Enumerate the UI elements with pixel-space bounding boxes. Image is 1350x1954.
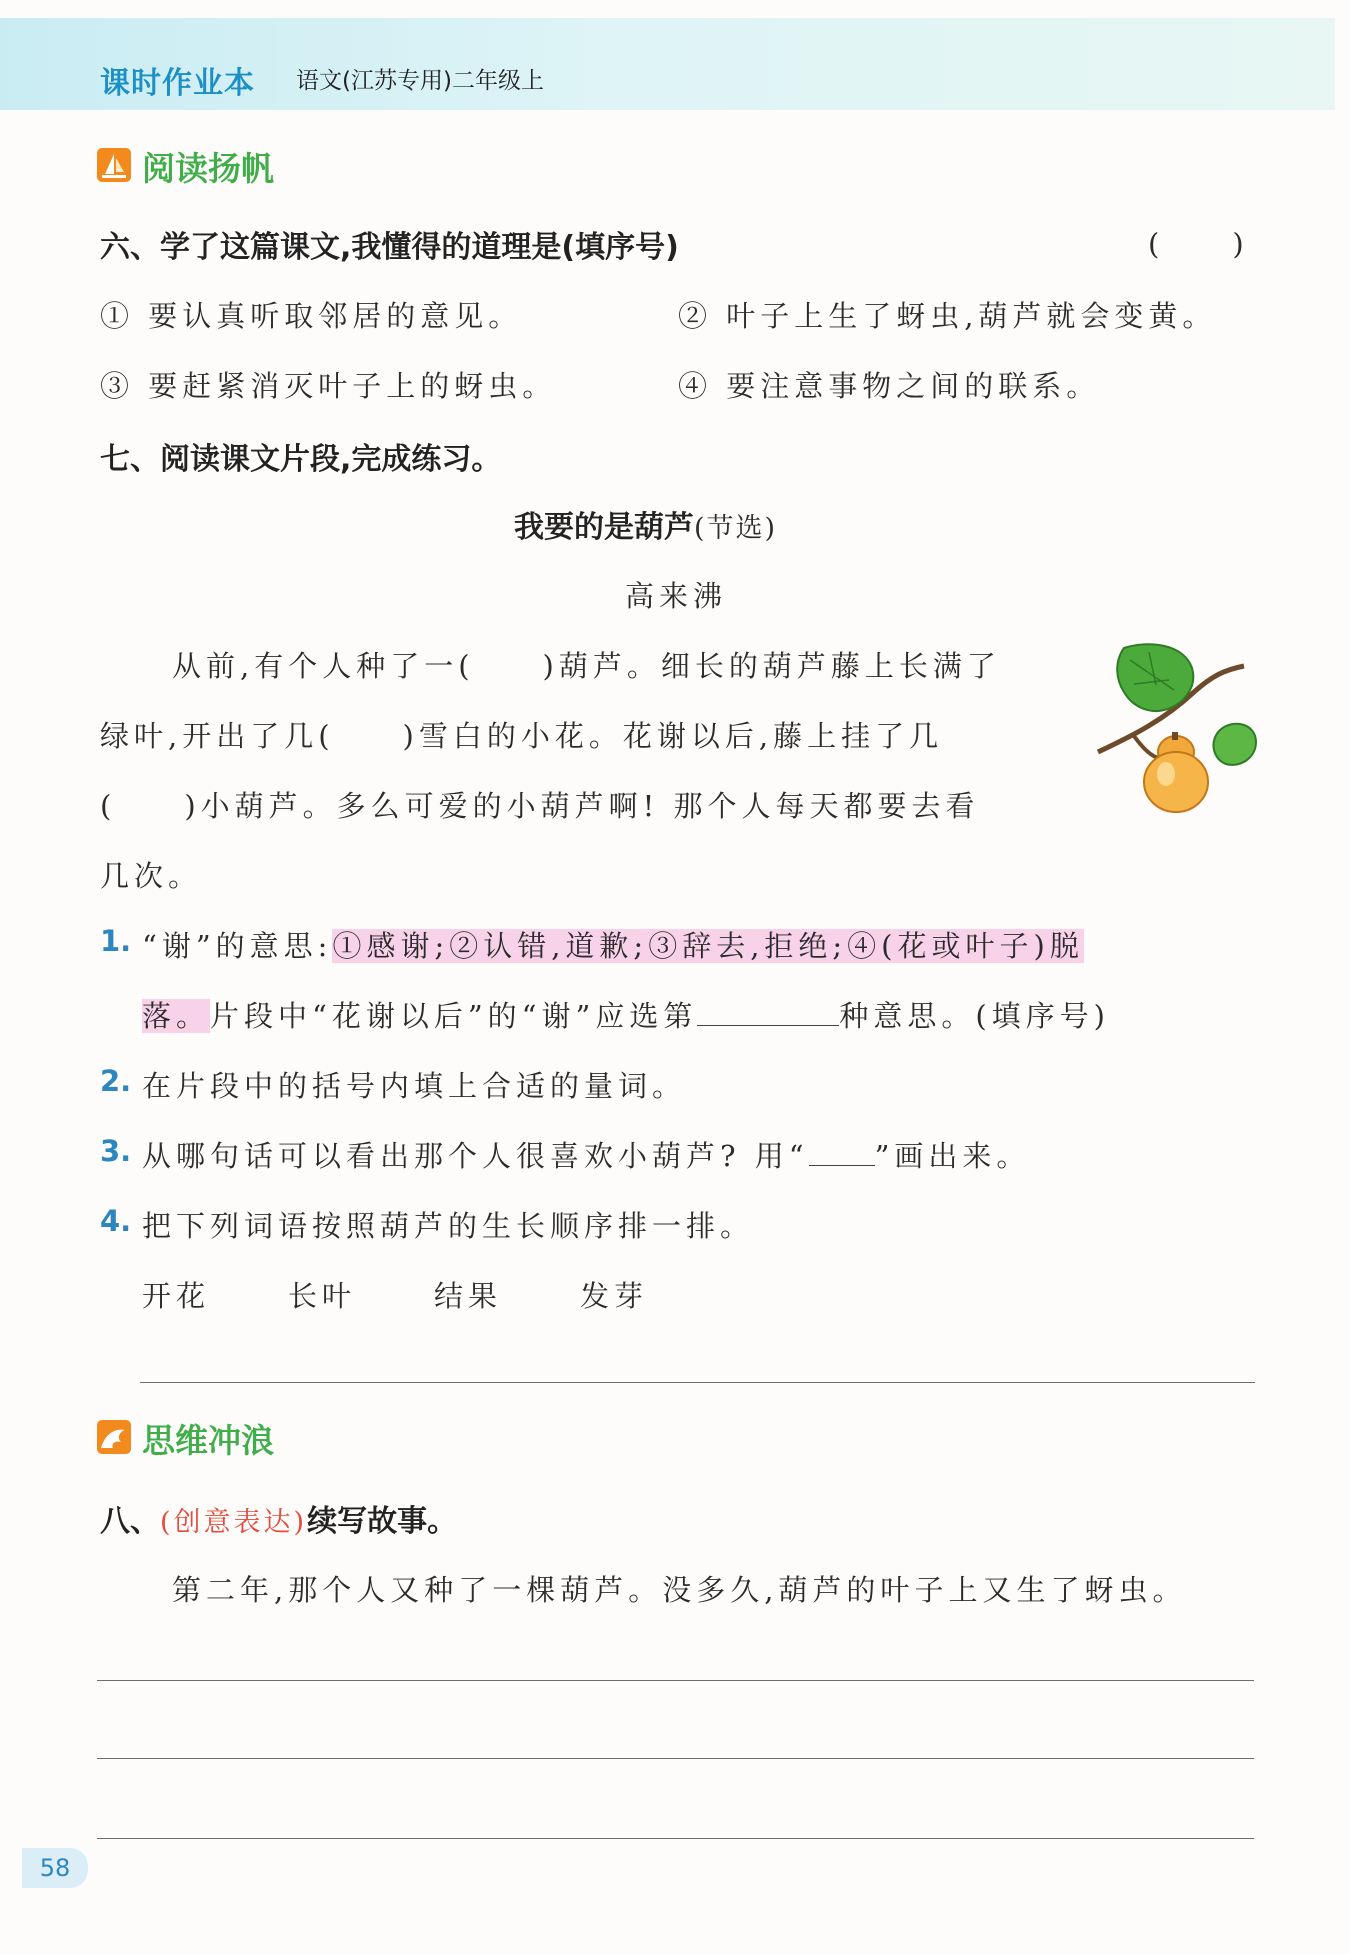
question-8-tag: (创意表达) (160, 1507, 308, 1538)
item-1-number: 1. (100, 924, 132, 958)
question-8-text: 续写故事。 (307, 1504, 458, 1539)
item-3-underline-sample (809, 1139, 875, 1166)
item-1-text-b: 片段中“花谢以后”的“谢”应选第 (210, 999, 698, 1033)
question-8 (100, 1496, 457, 1540)
writing-line-2[interactable] (97, 1758, 1254, 1759)
answer-paren[interactable]: ( ) (1148, 227, 1249, 261)
gourd-illustration (1094, 640, 1260, 816)
writing-line-1[interactable] (97, 1680, 1254, 1681)
word-2: 长叶 (288, 1279, 357, 1313)
section-title-thinking: 思维冲浪 (142, 1421, 274, 1460)
item-3-number: 3. (100, 1134, 132, 1168)
book-subject: 语文(江苏专用)二年级上 (296, 68, 544, 94)
book-brand: 课时作业本 (100, 66, 255, 101)
story-prompt: 第二年,那个人又种了一棵葫芦。没多久,葫芦的叶子上又生了蚜虫。 (172, 1573, 1187, 1607)
item-2-number: 2. (100, 1064, 132, 1098)
wave-icon (97, 1420, 131, 1454)
passage-line-3: ( )小葫芦。多么可爱的小葫芦啊! 那个人每天都要去看 (100, 789, 980, 823)
passage-title-text: 我要的是葫芦 (514, 510, 694, 545)
word-4: 发芽 (580, 1279, 649, 1313)
item-1-highlight-2: 落。 (142, 999, 211, 1033)
word-1: 开花 (142, 1279, 211, 1313)
passage-line-4: 几次。 (100, 859, 203, 893)
item-1-blank[interactable] (697, 997, 839, 1026)
option-1: ① 要认真听取邻居的意见。 (100, 299, 523, 333)
question-6: 六、学了这篇课文,我懂得的道理是(填序号) (100, 230, 679, 265)
option-3: ③ 要赶紧消灭叶子上的蚜虫。 (100, 369, 557, 403)
passage-line-2: 绿叶,开出了几( )雪白的小花。花谢以后,藤上挂了几 (100, 719, 944, 753)
writing-line-3[interactable] (97, 1838, 1254, 1839)
passage-line-1: 从前,有个人种了一( )葫芦。细长的葫芦藤上长满了 (172, 649, 1001, 683)
sail-icon (97, 148, 131, 182)
item-4-number: 4. (100, 1204, 132, 1238)
page-number: 58 (22, 1848, 88, 1888)
passage-author: 高来沸 (625, 579, 728, 613)
item-1-line-1 (142, 924, 1084, 965)
passage-title-note: (节选) (694, 513, 778, 544)
option-2: ② 叶子上生了蚜虫,葫芦就会变黄。 (678, 299, 1217, 333)
question-7: 七、阅读课文片段,完成练习。 (100, 442, 502, 477)
section-title-reading: 阅读扬帆 (142, 149, 274, 188)
question-8-prefix: 八、 (100, 1504, 160, 1539)
item-2-text: 在片段中的括号内填上合适的量词。 (142, 1069, 687, 1103)
item-1-text-c: 种意思。(填序号) (839, 999, 1110, 1033)
item-1-text-a: “谢”的意思: (142, 929, 333, 963)
item-3-line (142, 1134, 1030, 1175)
item-1-highlight-1: ①感谢;②认错,道歉;③辞去,拒绝;④(花或叶子)脱 (332, 929, 1084, 963)
item-3-text-a: 从哪句话可以看出那个人很喜欢小葫芦? 用“ (142, 1139, 809, 1173)
item-1-line-2 (142, 994, 1110, 1035)
item-4-text: 把下列词语按照葫芦的生长顺序排一排。 (142, 1209, 755, 1243)
word-3: 结果 (434, 1279, 503, 1313)
item-3-text-b: ”画出来。 (874, 1139, 1031, 1173)
order-answer-line[interactable] (140, 1382, 1255, 1383)
option-4: ④ 要注意事物之间的联系。 (678, 369, 1101, 403)
passage-title (514, 502, 777, 546)
